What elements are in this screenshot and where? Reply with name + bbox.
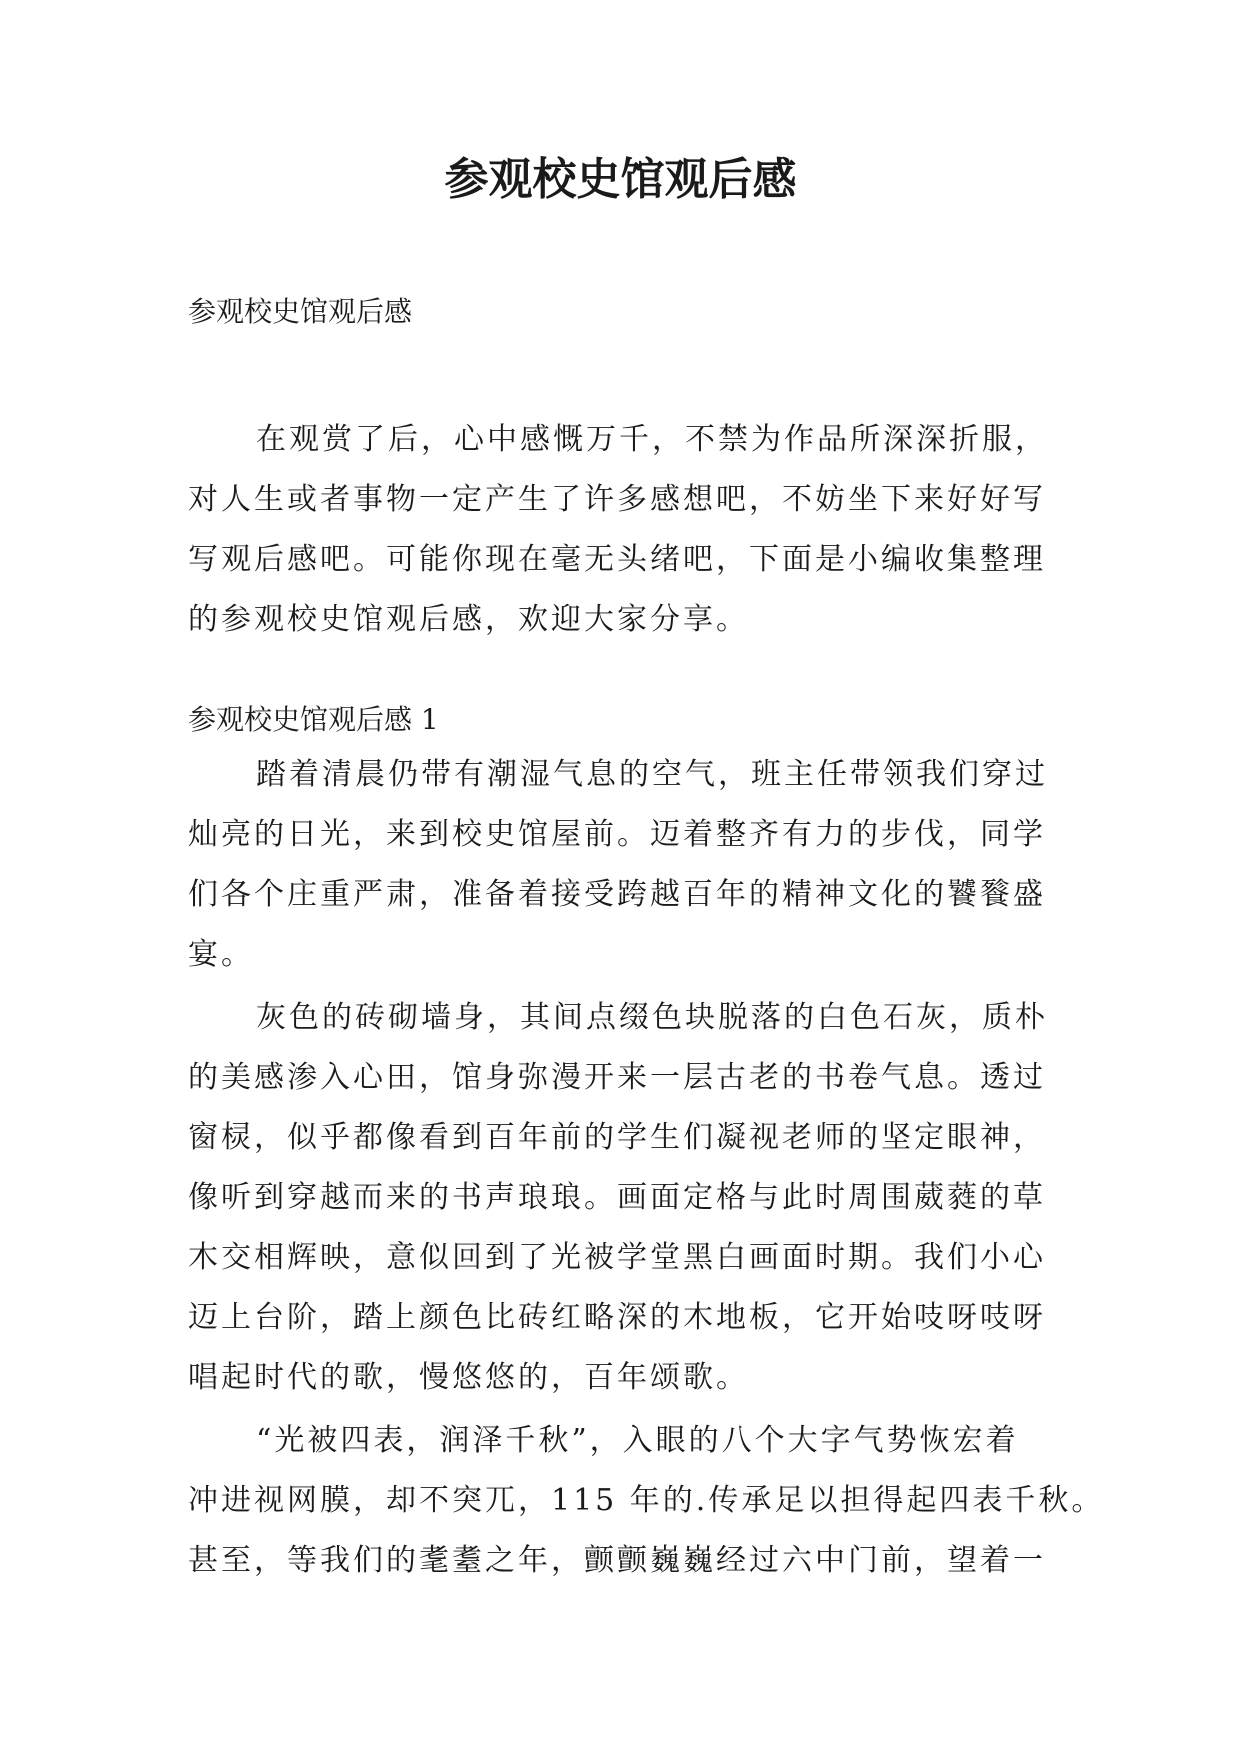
paragraph-line: “光被四表，润泽千秋”，入眼的八个大字气势恢宏着	[256, 1423, 1019, 1458]
paragraph-line: 灿亮的日光，来到校史馆屋前。迈着整齐有力的步伐，同学	[188, 817, 1046, 852]
intro-paragraph	[188, 410, 1068, 650]
paragraph-line: 灰色的砖砌墙身，其间点缀色块脱落的白色石灰，质朴	[256, 1000, 1048, 1035]
paragraph-line: 唱起时代的歌，慢悠悠的，百年颂歌。	[188, 1360, 749, 1395]
paragraph-line: 窗棂，似乎都像看到百年前的学生们凝视老师的坚定眼神，	[188, 1120, 1046, 1155]
paragraph-line: 踏着清晨仍带有潮湿气息的空气，班主任带领我们穿过	[256, 757, 1048, 792]
intro-line: 的参观校史馆观后感，欢迎大家分享。	[188, 602, 749, 637]
document-title: 参观校史馆观后感	[444, 154, 797, 205]
paragraph-line: 甚至，等我们的耄耋之年，颤颤巍巍经过六中门前，望着一	[188, 1543, 1046, 1578]
intro-line: 对人生或者事物一定产生了许多感想吧，不妨坐下来好好写	[188, 482, 1046, 517]
intro-line: 在观赏了后，心中感慨万千，不禁为作品所深深折服，	[256, 422, 1048, 457]
paragraph-line: 的美感渗入心田，馆身弥漫开来一层古老的书卷气息。透过	[188, 1060, 1046, 1095]
paragraph-line: 宴。	[188, 937, 254, 972]
document-subtitle: 参观校史馆观后感	[188, 295, 413, 328]
paragraph-line: 像听到穿越而来的书声琅琅。画面定格与此时周围葳蕤的草	[188, 1180, 1046, 1215]
body-paragraph	[188, 745, 1068, 985]
section-heading: 参观校史馆观后感 1	[188, 703, 439, 736]
paragraph-line: 迈上台阶，踏上颜色比砖红略深的木地板，它开始吱呀吱呀	[188, 1300, 1046, 1335]
body-paragraph	[188, 988, 1068, 1408]
body-paragraph	[188, 1411, 1105, 1591]
paragraph-line: 木交相辉映，意似回到了光被学堂黑白画面时期。我们小心	[188, 1240, 1046, 1275]
intro-line: 写观后感吧。可能你现在毫无头绪吧，下面是小编收集整理	[188, 542, 1046, 577]
paragraph-line: 们各个庄重严肃，准备着接受跨越百年的精神文化的饕餮盛	[188, 877, 1046, 912]
paragraph-line: 冲进视网膜，却不突兀，115 年的.传承足以担得起四表千秋。	[188, 1483, 1105, 1518]
article-body	[188, 745, 1105, 1594]
